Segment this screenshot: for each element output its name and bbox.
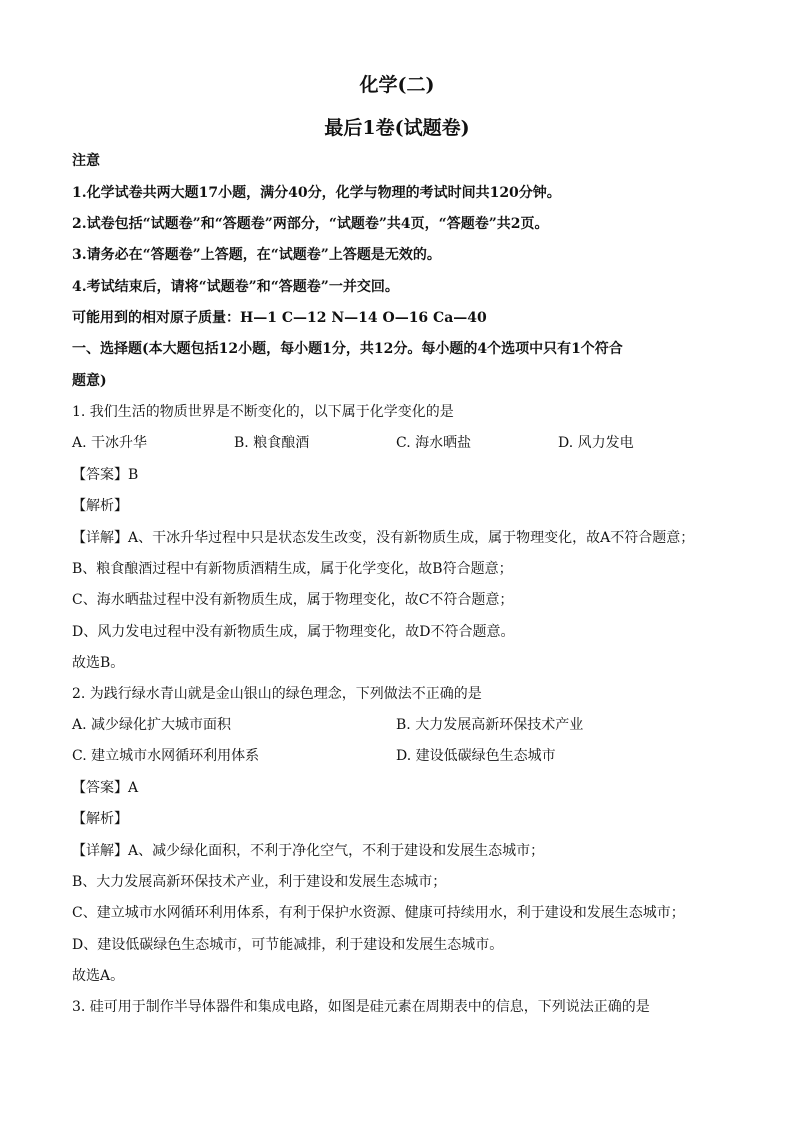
q2-detail-1: 【详解】A、减少绿化面积，不利于净化空气，不利于建设和发展生态城市； <box>72 843 545 859</box>
notice-item-3: 3.请务必在“答题卷”上答题，在“试题卷”上答题是无效的。 <box>72 247 441 263</box>
q3-stem: 3. 硅可用于制作半导体器件和集成电路，如图是硅元素在周期表中的信息，下列说法正确的是 <box>72 999 650 1015</box>
section-heading-line2: 题意) <box>72 373 107 389</box>
title-paper: 最后1卷(试题卷) <box>324 117 470 139</box>
q1-detail-1: 【详解】A、干冰升华过程中只是状态发生改变，没有新物质生成，属于物理变化，故A不符合题意； <box>72 530 695 546</box>
q1-answer: 【答案】B <box>72 467 139 483</box>
notice-heading: 注意 <box>72 153 100 169</box>
q2-conclusion: 故选A。 <box>72 968 125 984</box>
q2-option-d: D. 建设低碳绿色生态城市 <box>396 748 556 764</box>
q1-option-c: C. 海水晒盐 <box>396 435 472 451</box>
q2-analysis-label: 【解析】 <box>72 811 128 827</box>
q2-detail-2: B、大力发展高新环保技术产业，利于建设和发展生态城市； <box>72 874 447 890</box>
q2-detail-4: D、建设低碳绿色生态城市，可节能减排，利于建设和发展生态城市。 <box>72 937 504 953</box>
q2-option-b: B. 大力发展高新环保技术产业 <box>396 717 584 733</box>
q1-analysis-label: 【解析】 <box>72 498 128 514</box>
q2-option-c: C. 建立城市水网循环利用体系 <box>72 748 260 764</box>
q2-stem: 2. 为践行绿水青山就是金山银山的绿色理念，下列做法不正确的是 <box>72 686 482 702</box>
q2-detail-3: C、建立城市水网循环利用体系，有利于保护水资源、健康可持续用水，利于建设和发展生态城市； <box>72 905 685 921</box>
q1-option-b: B. 粮食酿酒 <box>234 435 310 451</box>
q1-conclusion: 故选B。 <box>72 655 125 671</box>
q1-detail-2: B、粮食酿酒过程中有新物质酒精生成，属于化学变化，故B符合题意； <box>72 561 513 577</box>
notice-item-4: 4.考试结束后，请将“试题卷”和“答题卷”一并交回。 <box>72 279 399 295</box>
q1-option-a: A. 干冰升华 <box>72 435 148 451</box>
title-subject: 化学(二) <box>359 74 435 96</box>
q1-option-d: D. 风力发电 <box>558 435 634 451</box>
q1-detail-3: C、海水晒盐过程中没有新物质生成，属于物理变化，故C不符合题意； <box>72 592 514 608</box>
q2-answer: 【答案】A <box>72 780 139 796</box>
notice-item-2: 2.试卷包括“试题卷”和“答题卷”两部分，“试题卷”共4页，“答题卷”共2页。 <box>72 216 549 232</box>
section-heading-line1: 一、选择题(本大题包括12小题，每小题1分，共12分。每小题的4个选项中只有1个符合 <box>72 341 623 357</box>
q1-stem: 1. 我们生活的物质世界是不断变化的，以下属于化学变化的是 <box>72 404 454 420</box>
atomic-mass-line: 可能用到的相对原子质量：H—1 C—12 N—14 O—16 Ca—40 <box>72 310 487 326</box>
notice-item-1: 1.化学试卷共两大题17小题，满分40分，化学与物理的考试时间共120分钟。 <box>72 185 561 201</box>
q1-detail-4: D、风力发电过程中没有新物质生成，属于物理变化，故D不符合题意。 <box>72 624 515 640</box>
q2-option-a: A. 减少绿化扩大城市面积 <box>72 717 232 733</box>
